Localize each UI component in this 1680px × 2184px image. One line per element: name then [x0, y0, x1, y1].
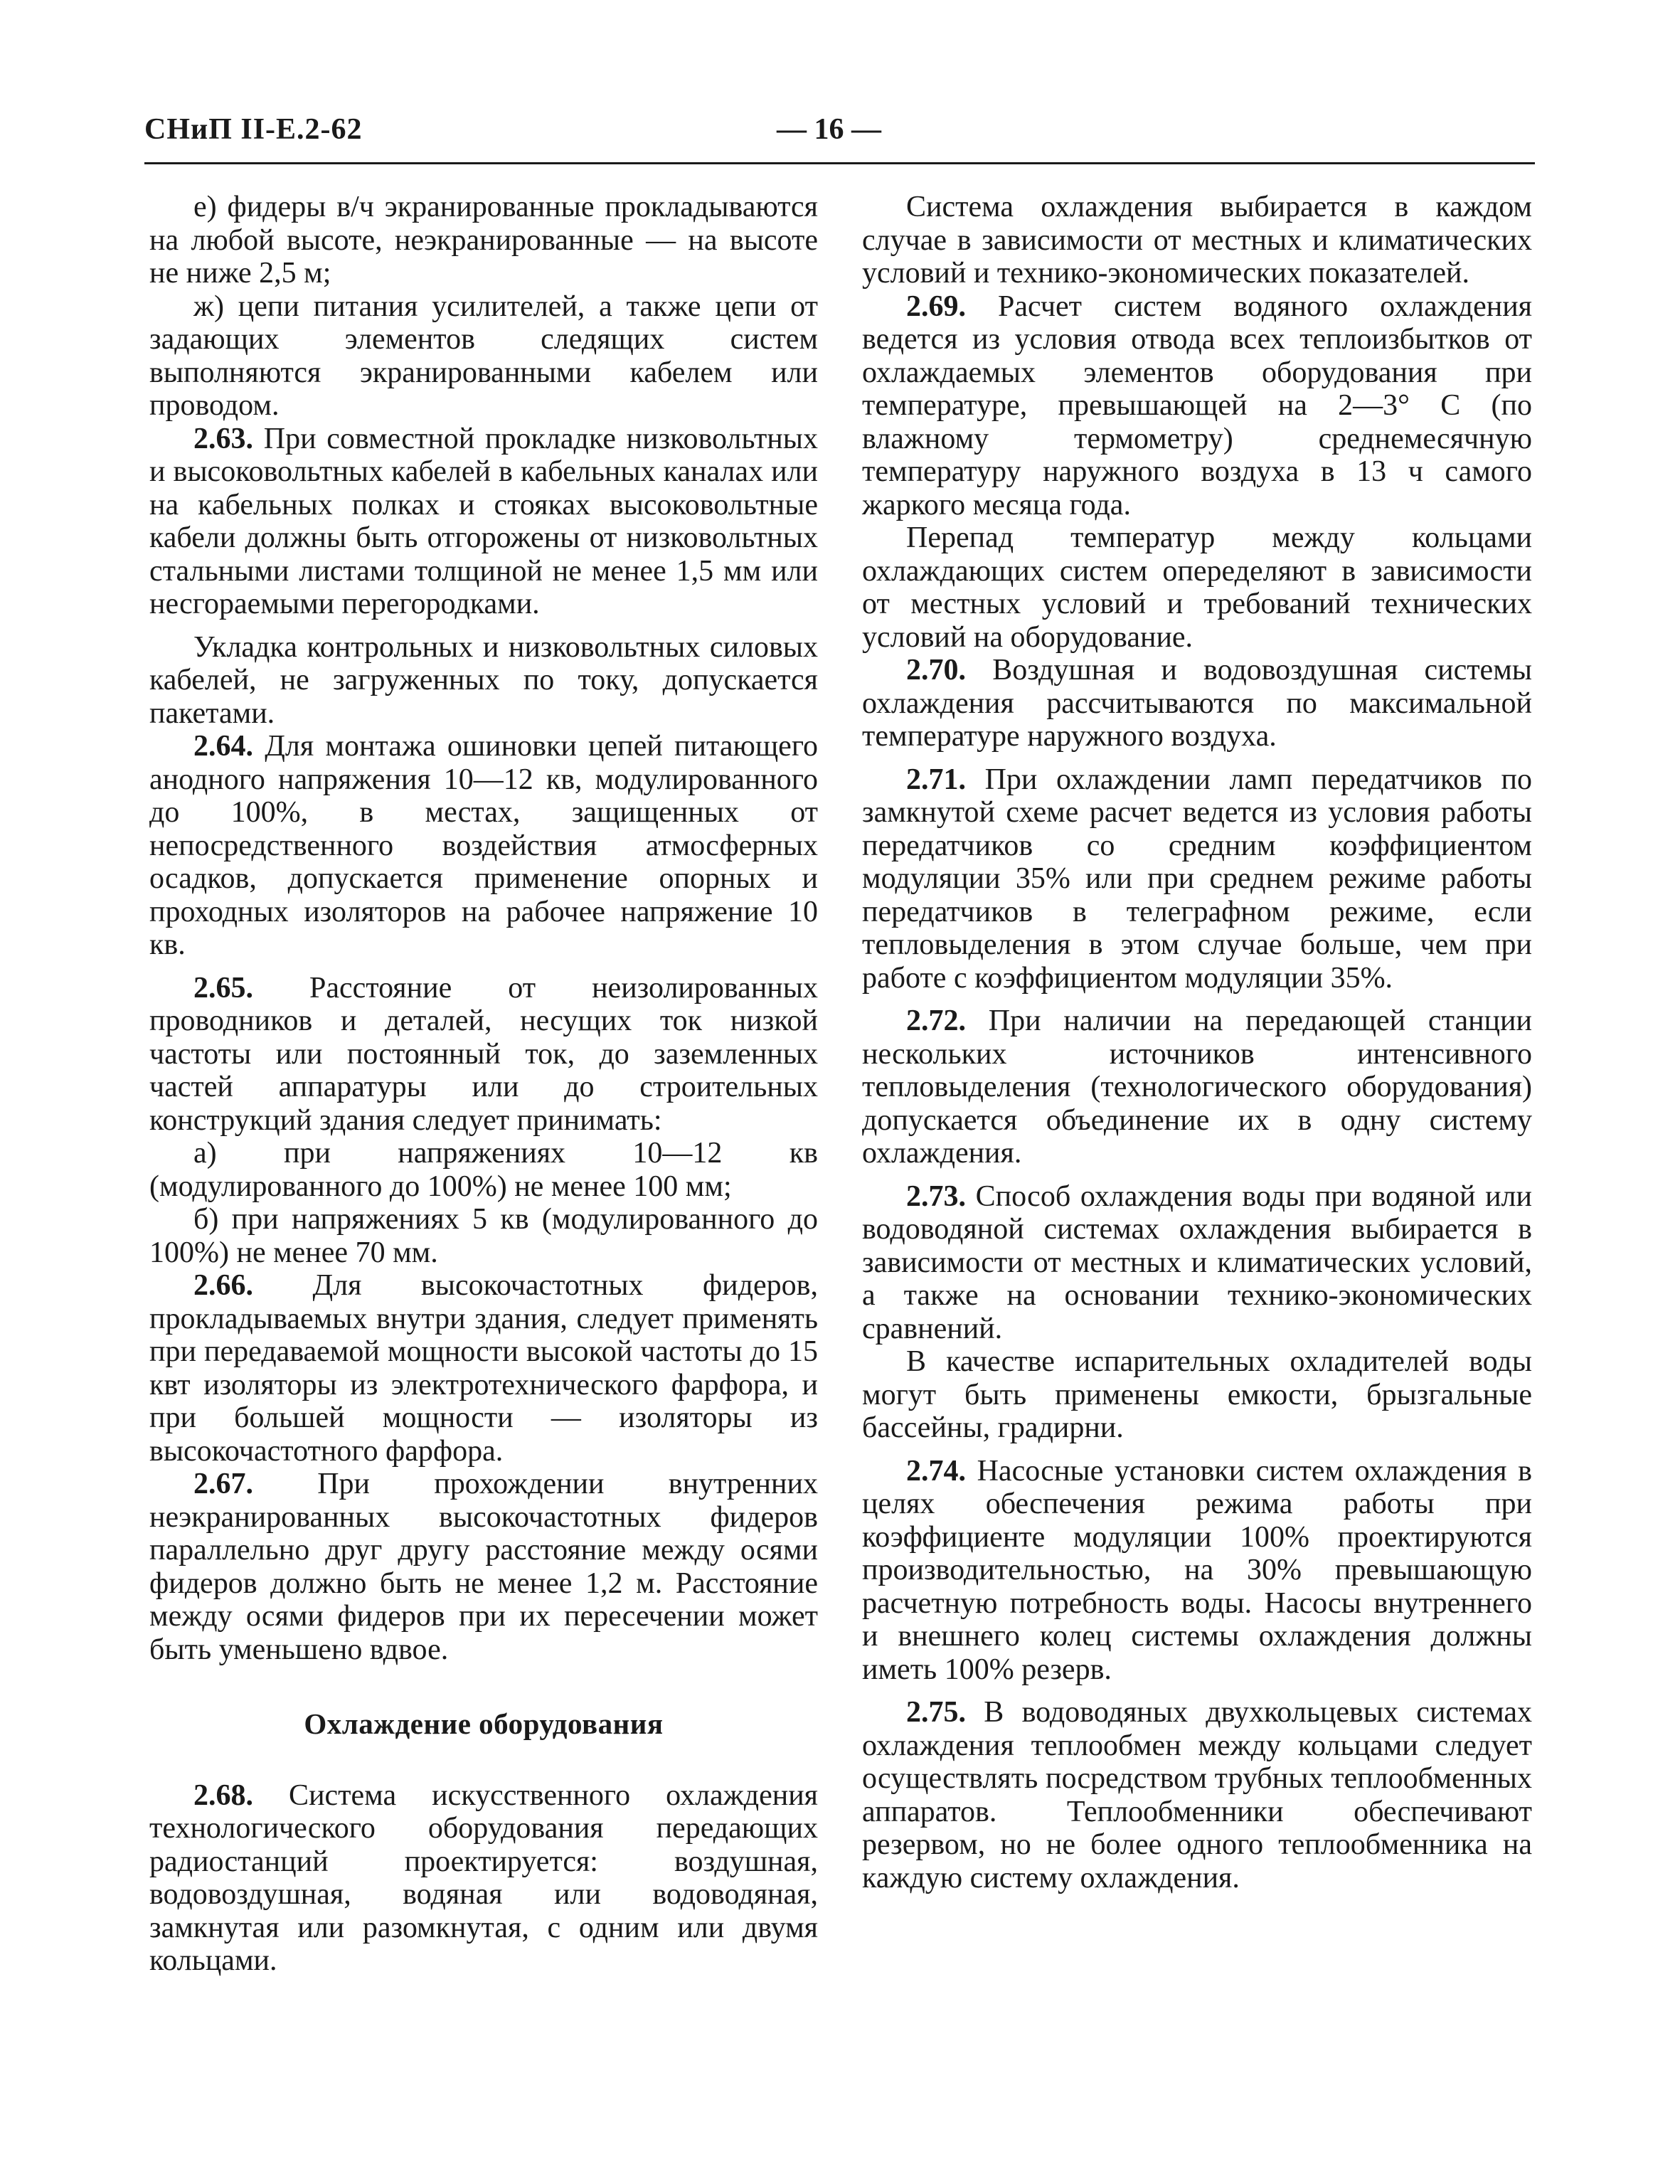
paragraph	[862, 654, 1532, 753]
clause-number: 2.65.	[193, 971, 253, 1004]
clause-number: 2.75.	[906, 1696, 966, 1729]
paragraph-text: При совместной прокладке низковольтных и высоковольтных кабелей в кабельных каналах или на кабельных полках и стояках высоковольтные кабели должны быть отгорожены от низковольтных стальными листами толщиной не менее 1,5 мм или несгораемыми перегородками.	[149, 422, 818, 620]
section-heading: Охлаждение оборудования	[304, 1707, 664, 1740]
paragraph-text: При прохождении внутренних неэкранированных высокочастотных фидеров параллельно друг другу расстояние между осями фидеров должно быть не менее 1,2 м. Расстояние между осями фидеров при их пересечении может быть уменьшено вдвое.	[149, 1468, 818, 1666]
paragraph	[149, 631, 818, 731]
paragraph-text: В качестве испарительных охладителей воды могут быть применены емкости, брызгальные бассейны, градирни.	[862, 1345, 1532, 1444]
paragraph	[862, 1180, 1532, 1346]
clause-number: 2.67.	[193, 1468, 253, 1500]
paragraph-text: Воздушная и водовоздушная системы охлаждения рассчитываются по максимальной температуре наружного воздуха.	[862, 654, 1532, 753]
paragraph-text: Перепад температур между кольцами охлаждающих систем опеределяют в зависимости от местных условий и требований технических условий на оборудование.	[862, 521, 1532, 654]
paragraph-text: Система охлаждения выбирается в каждом случае в зависимости от местных и климатических условий и технико-экономических показателей.	[862, 191, 1532, 290]
paragraph	[862, 1455, 1532, 1687]
paragraph	[149, 1779, 818, 1978]
paragraph-text: ж) цепи питания усилителей, а также цепи от задающих элементов следящих систем выполняются экранированными кабелем или проводом.	[149, 290, 818, 422]
paragraph	[862, 290, 1532, 522]
paragraph	[862, 763, 1532, 995]
paragraph	[149, 423, 818, 621]
clause-number: 2.69.	[906, 290, 966, 323]
paragraph	[862, 1004, 1532, 1170]
paragraph	[149, 1269, 818, 1468]
clause-number: 2.63.	[193, 422, 253, 455]
paragraph	[149, 1137, 818, 1203]
clause-number: 2.64.	[193, 730, 253, 763]
paragraph-text: Система искусственного охлаждения технологического оборудования передающих радиостанций проектируется: воздушная, водовоздушная, водяная или водоводяная, замкнутая или разомкнутая, с одним или двумя кольцами.	[149, 1779, 818, 1977]
paragraph	[862, 191, 1532, 290]
clause-number: 2.70.	[906, 654, 966, 687]
right-column	[862, 191, 1532, 1894]
clause-number: 2.74.	[906, 1454, 966, 1488]
paragraph-text: Насосные установки систем охлаждения в целях обеспечения режима работы при коэффициенте модуляции 100% проектируются производительностью, на 30% превышающую расчетную потребность воды. Насосы внутреннего и внешнего колец системы охлаждения должны иметь 100% резерв.	[862, 1454, 1532, 1686]
page-number: — 16 —	[777, 113, 881, 146]
paragraph-text: Способ охлаждения воды при водяной или водоводяной системах охлаждения выбирается в зависимости от местных и климатических условий, а также на основании технико-экономических сравнений.	[862, 1180, 1532, 1345]
paragraph	[862, 1345, 1532, 1445]
paragraph	[862, 1696, 1532, 1894]
paragraph-text: При наличии на передающей станции нескольких источников интенсивного тепловыделения (технологического оборудования) допускается объединение их в одну систему охлаждения.	[862, 1004, 1532, 1170]
clause-number: 2.66.	[193, 1269, 253, 1302]
paragraph-text: е) фидеры в/ч экранированные прокладываются на любой высоте, неэкранированные — на высоте не ниже 2,5 м;	[149, 191, 818, 290]
document-code: СНиП II-Е.2-62	[144, 113, 363, 146]
paragraph	[149, 730, 818, 962]
clause-number: 2.73.	[906, 1180, 966, 1213]
clause-number: 2.68.	[193, 1779, 253, 1812]
paragraph-text: При охлаждении ламп передатчиков по замкнутой схеме расчет ведется из условия работы передатчиков со средним коэффициентом модуляции 35% или при среднем режиме работы передатчиков в телеграфном режиме, если тепловыделения в этом случае больше, чем при работе с коэффициентом модуляции 35%.	[862, 763, 1532, 995]
paragraph	[149, 1468, 818, 1666]
paragraph-text: Расстояние от неизолированных проводников и деталей, несущих ток низкой частоты или постоянный ток, до заземленных частей аппаратуры или до строительных конструкций здания следует принимать:	[149, 971, 818, 1137]
paragraph-text: Для высокочастотных фидеров, прокладываемых внутри здания, следует применять при передаваемой мощности высокой частоты до 15 квт изоляторы из электротехнического фарфора, и при большей мощности — изоляторы из высокочастотного фарфора.	[149, 1269, 818, 1468]
left-column	[149, 191, 818, 1978]
paragraph	[149, 972, 818, 1138]
paragraph-text: Для монтажа ошиновки цепей питающего анодного напряжения 10—12 кв, модулированного до 100%, в местах, защищенных от непосредственного воздействия атмосферных осадков, допускается применение опорных и проходных изоляторов на рабочее напряжение 10 кв.	[149, 730, 818, 961]
header-rule	[144, 162, 1535, 164]
paragraph-text: Расчет систем водяного охлаждения ведется из условия отвода всех теплоизбытков от охлаждаемых элементов оборудования при температуре, превышающей на 2—3° С (по влажному термометру) среднемесячную температуру наружного воздуха в 13 ч самого жаркого месяца года.	[862, 290, 1532, 521]
paragraph	[862, 521, 1532, 654]
paragraph-text: В водоводяных двухкольцевых системах охлаждения теплообмен между кольцами следует осуществлять посредством трубных теплообменных аппаратов. Теплообменники обеспечивают резервом, но не более одного теплообменника на каждую систему охлаждения.	[862, 1696, 1532, 1894]
paragraph-text: а) при напряжениях 10—12 кв (модулированного до 100%) не менее 100 мм;	[149, 1137, 818, 1203]
paragraph	[149, 191, 818, 290]
paragraph-text: Укладка контрольных и низковольтных силовых кабелей, не загруженных по току, допускается пакетами.	[149, 630, 818, 730]
paragraph	[149, 290, 818, 423]
clause-number: 2.71.	[906, 763, 966, 796]
paragraph	[149, 1203, 818, 1269]
paragraph-text: б) при напряжениях 5 кв (модулированного до 100%) не менее 70 мм.	[149, 1203, 818, 1269]
clause-number: 2.72.	[906, 1004, 966, 1037]
